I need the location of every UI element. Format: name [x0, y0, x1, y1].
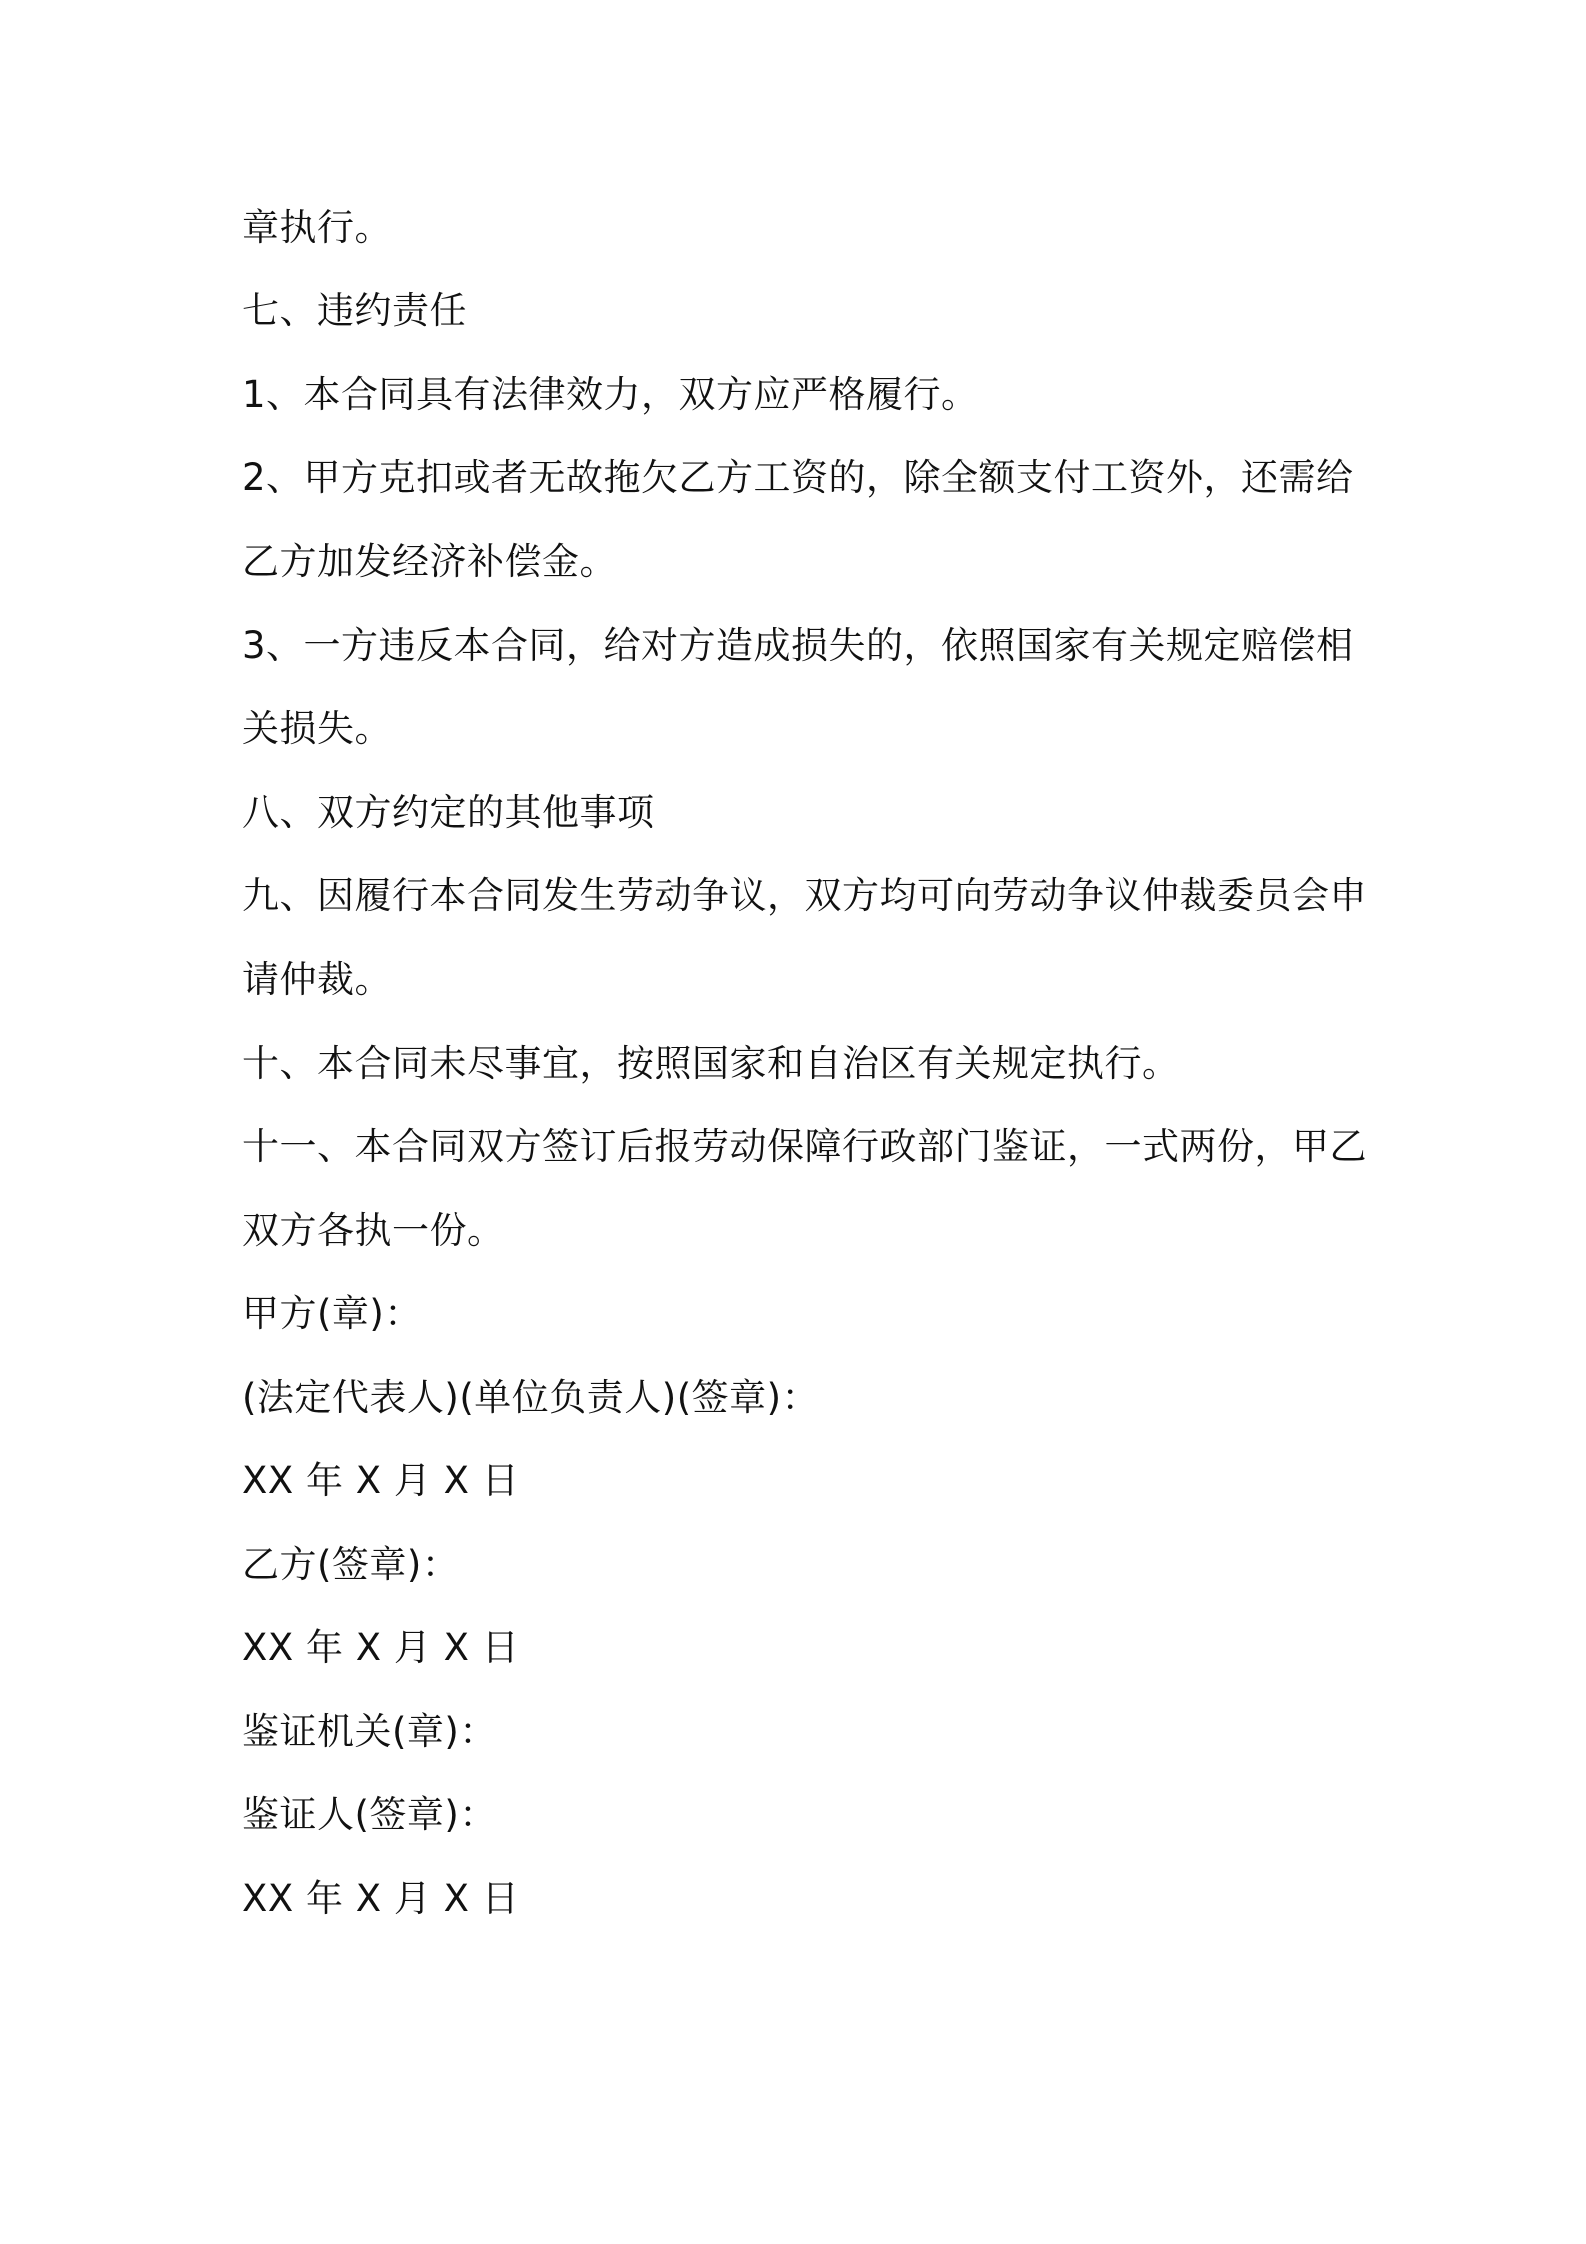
section-11-attestation-continued: 双方各执一份。	[242, 1209, 505, 1252]
attestation-date: XX 年 X 月 X 日	[242, 1877, 520, 1920]
legal-representative-signature: (法定代表人)(单位负责人)(签章)：	[242, 1376, 820, 1419]
clause-7-2: 2、甲方克扣或者无故拖欠乙方工资的，除全额支付工资外，还需给	[242, 456, 1354, 499]
attestation-authority-seal: 鉴证机关(章)：	[242, 1710, 497, 1753]
attestor-signature: 鉴证人(签章)：	[242, 1793, 497, 1836]
clause-7-2-continued: 乙方加发经济补偿金。	[242, 540, 617, 583]
section-heading-other-matters: 八、双方约定的其他事项	[242, 791, 655, 834]
section-9-dispute-continued: 请仲裁。	[242, 958, 392, 1001]
party-a-seal: 甲方(章)：	[242, 1292, 422, 1335]
section-10-unresolved: 十、本合同未尽事宜，按照国家和自治区有关规定执行。	[242, 1042, 1180, 1085]
clause-7-1: 1、本合同具有法律效力，双方应严格履行。	[242, 373, 979, 416]
clause-7-3-continued: 关损失。	[242, 707, 392, 750]
section-9-dispute: 九、因履行本合同发生劳动争议，双方均可向劳动争议仲裁委员会申	[242, 874, 1367, 917]
party-a-date: XX 年 X 月 X 日	[242, 1459, 520, 1502]
section-heading-breach: 七、违约责任	[242, 289, 467, 332]
party-b-signature: 乙方(签章)：	[242, 1543, 460, 1586]
text-line-continuation: 章执行。	[242, 206, 392, 249]
clause-7-3: 3、一方违反本合同，给对方造成损失的，依照国家有关规定赔偿相	[242, 624, 1354, 667]
party-b-date: XX 年 X 月 X 日	[242, 1626, 520, 1669]
section-11-attestation: 十一、本合同双方签订后报劳动保障行政部门鉴证，一式两份，甲乙	[242, 1125, 1367, 1168]
